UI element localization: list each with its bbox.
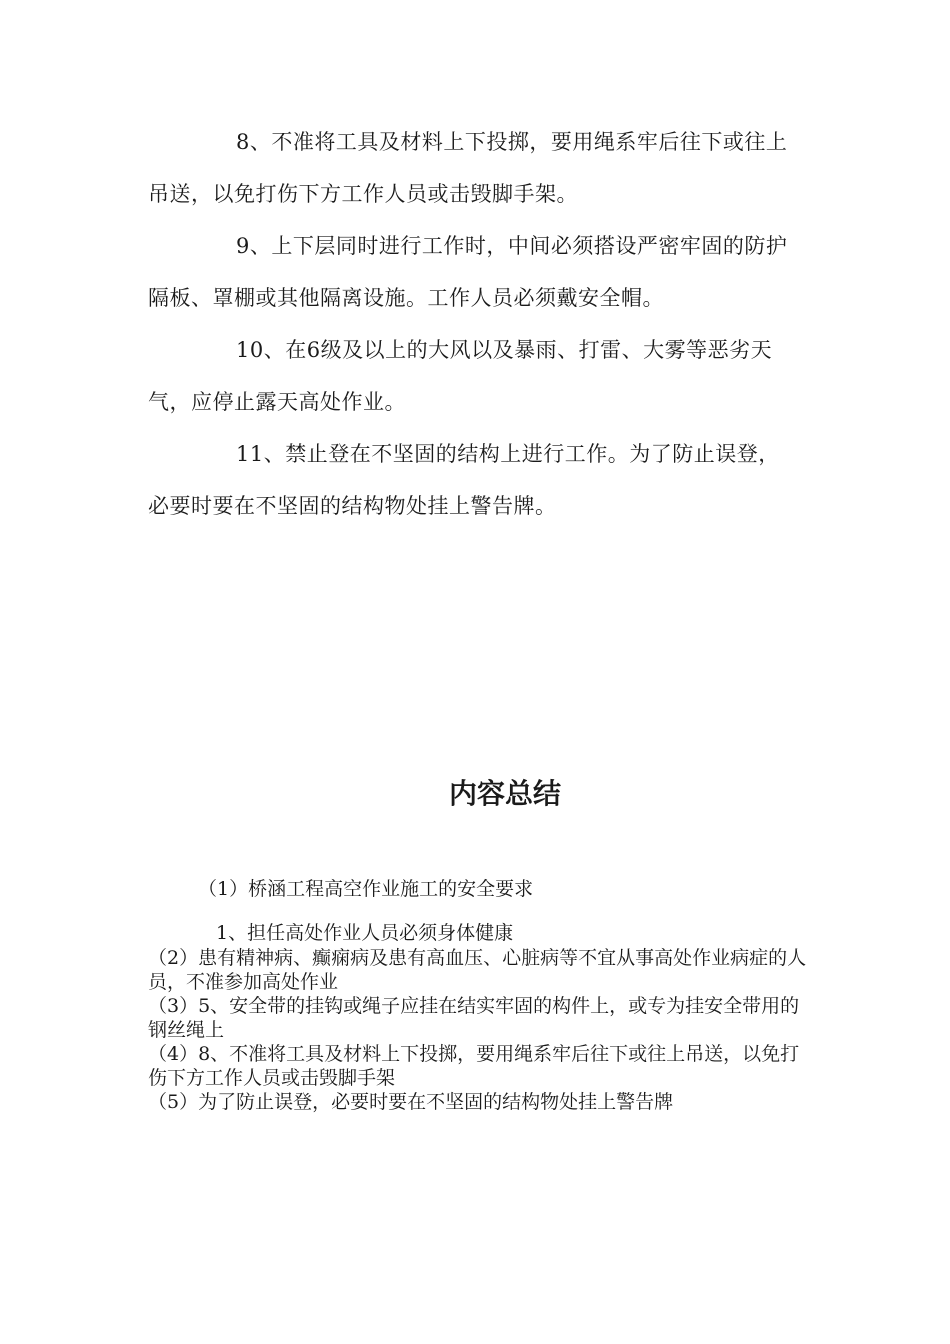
- summary-item: （2）患有精神病、癫痫病及患有高血压、心脏病等不宜从事高处作业病症的人员，不准参加高处作业: [148, 947, 807, 993]
- summary-item: （5）为了防止误登，必要时要在不坚固的结构物处挂上警告牌: [148, 1091, 674, 1113]
- rule-paragraph-10: 10、在6级及以上的大风以及暴雨、打雷、大雾等恶劣天气，应停止露天高处作业。: [148, 338, 773, 414]
- summary-subheading: 1、担任高处作业人员必须身体健康: [216, 922, 514, 944]
- safety-rules-section: [148, 116, 798, 532]
- rule-paragraph-9: 9、上下层同时进行工作时，中间必须搭设严密牢固的防护隔板、罩棚或其他隔离设施。工作人员必须戴安全帽。: [148, 234, 788, 310]
- rule-paragraph-8: 8、不准将工具及材料上下投掷，要用绳系牢后往下或往上吊送，以免打伤下方工作人员或击毁脚手架。: [148, 130, 788, 206]
- summary-heading: （1）桥涵工程高空作业施工的安全要求: [198, 878, 534, 900]
- summary-item: （3）5、安全带的挂钩或绳子应挂在结实牢固的构件上，或专为挂安全带用的钢丝绳上: [148, 995, 800, 1041]
- summary-section: [148, 876, 808, 1114]
- summary-title: 内容总结: [448, 777, 561, 810]
- summary-item: （4）8、不准将工具及材料上下投掷，要用绳系牢后往下或往上吊送，以免打伤下方工作人员或击毁脚手架: [148, 1043, 800, 1089]
- rule-paragraph-11: 11、禁止登在不坚固的结构上进行工作。为了防止误登，必要时要在不坚固的结构物处挂上警告牌。: [148, 442, 780, 518]
